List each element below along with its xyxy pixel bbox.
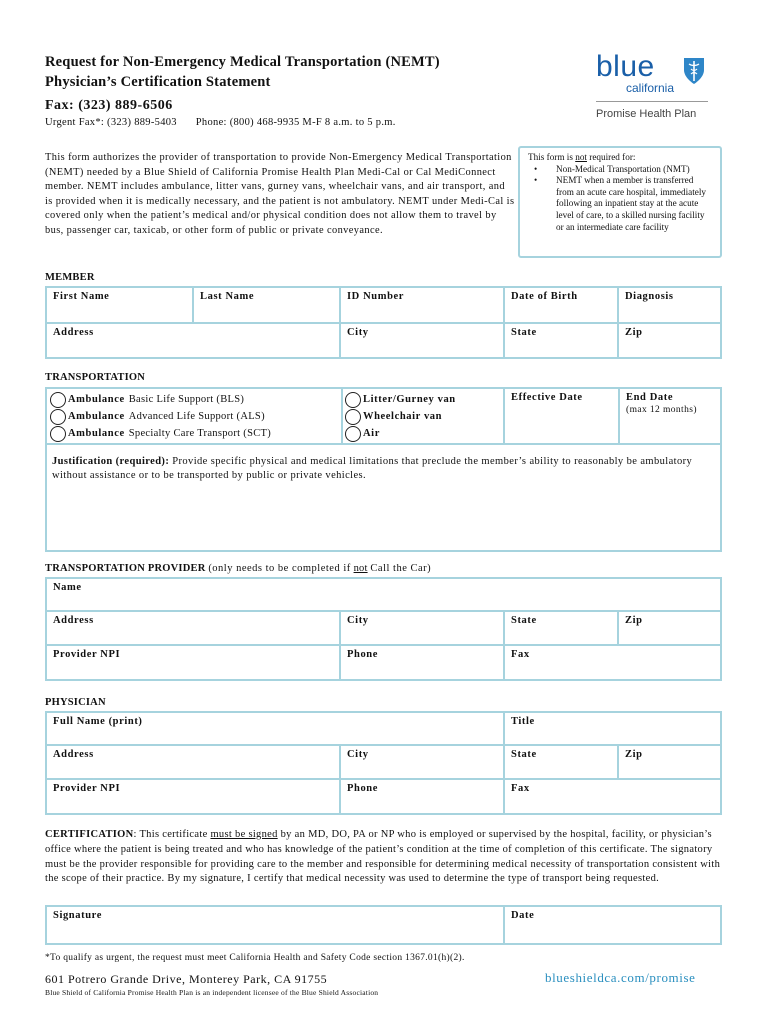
contact-line <box>45 117 412 128</box>
provider-phone-field[interactable] <box>340 645 504 680</box>
field-label: Full Name (print) <box>53 716 143 727</box>
field-note: (max 12 months) <box>626 405 697 415</box>
litter-gurney-van-option[interactable] <box>345 391 503 408</box>
physician-title-field[interactable] <box>504 712 721 745</box>
provider-table <box>45 577 722 681</box>
list-item: • Non-Medical Transportation (NMT) <box>532 164 712 176</box>
field-label: Provider NPI <box>53 649 121 660</box>
field-label: Provider NPI <box>53 783 121 794</box>
radio-circle-icon[interactable] <box>50 409 66 425</box>
option-text: Advanced Life Support (ALS) <box>128 411 265 422</box>
physician-npi-field[interactable] <box>46 779 340 814</box>
provider-zip-field[interactable] <box>618 611 721 645</box>
id-number-field[interactable] <box>340 287 504 323</box>
not-required-list <box>532 164 712 234</box>
radio-circle-icon[interactable] <box>345 426 361 442</box>
physician-zip-field[interactable] <box>618 745 721 779</box>
field-label: Effective Date <box>511 392 583 403</box>
provider-section-label <box>45 563 431 574</box>
justification-field[interactable] <box>47 443 720 550</box>
radio-circle-icon[interactable] <box>345 392 361 408</box>
option-bold: Wheelchair van <box>363 411 443 422</box>
diagnosis-field[interactable] <box>618 287 721 323</box>
provider-note: (only needs to be completed if <box>208 563 351 574</box>
signature-field[interactable] <box>46 906 504 944</box>
vehicle-options <box>343 389 505 443</box>
form-title <box>45 52 440 92</box>
ambulance-als-option[interactable] <box>50 408 341 425</box>
field-label: Phone <box>347 783 379 794</box>
physician-city-field[interactable] <box>340 745 504 779</box>
first-name-field[interactable] <box>46 287 193 323</box>
footer-address: 601 Potrero Grande Drive, Monterey Park, CA 91755 <box>45 972 328 986</box>
option-bold: Ambulance <box>68 428 125 439</box>
ambulance-bls-option[interactable] <box>50 391 341 408</box>
field-label: City <box>347 749 369 760</box>
urgent-footnote: *To qualify as urgent, the request must meet California Health and Safety Code section 1367.01(h)(2). <box>45 953 465 963</box>
member-section-label: MEMBER <box>45 272 95 283</box>
date-of-birth-field[interactable] <box>504 287 618 323</box>
provider-label: TRANSPORTATION PROVIDER <box>45 563 206 574</box>
field-label: City <box>347 615 369 626</box>
field-label: Zip <box>625 327 643 338</box>
field-label: Last Name <box>200 291 255 302</box>
member-state-field[interactable] <box>504 323 618 358</box>
field-label: Address <box>53 327 94 338</box>
field-label: Zip <box>625 749 643 760</box>
member-table <box>45 286 722 359</box>
option-bold: Air <box>363 428 380 439</box>
radio-circle-icon[interactable] <box>345 409 361 425</box>
option-bold: Ambulance <box>68 394 125 405</box>
air-option[interactable] <box>345 425 503 442</box>
option-text: Basic Life Support (BLS) <box>128 394 245 405</box>
footer-url[interactable]: blueshieldca.com/promise <box>545 970 696 985</box>
effective-date-field[interactable] <box>505 389 620 443</box>
phone: Phone: (800) 468-9935 M-F 8 a.m. to 5 p.m. <box>195 117 396 128</box>
not-required-not: not <box>575 152 587 162</box>
transportation-box <box>45 387 722 552</box>
field-label: Address <box>53 615 94 626</box>
provider-npi-field[interactable] <box>46 645 340 680</box>
logo-blue-text: blue <box>596 50 655 83</box>
field-label: State <box>511 615 537 626</box>
field-label: Fax <box>511 783 530 794</box>
option-bold: Litter/Gurney van <box>363 394 456 405</box>
physician-fax-field[interactable] <box>504 779 721 814</box>
list-item: • NEMT when a member is transferred from an acute care hospital, immediately following an inpatient stay at the acute level of care, to a skilled nursing facility or an intermediate care facility <box>532 175 712 233</box>
physician-full-name-field[interactable] <box>46 712 504 745</box>
certification-text-post: by an MD, DO, PA or NP who is employed or supervised by the hospital, facility, or physician’s office where the patient is being treated and who has knowledge of the patient’s condition at the time of completion of this certificate. The signatory must be the provider responsible for providing care to the member and responsible for determining medical necessity of transportation consistent with the scope of their practice. By my signature, I certify that medical necessity was used to determine the type of transport being requested. <box>45 829 721 885</box>
title-line-2: Physician’s Certification Statement <box>45 74 271 90</box>
signature-date-field[interactable] <box>504 906 721 944</box>
provider-fax-field[interactable] <box>504 645 721 680</box>
ambulance-options <box>47 389 343 443</box>
wheelchair-van-option[interactable] <box>345 408 503 425</box>
footer-license: Blue Shield of California Promise Health Plan is an independent licensee of the Blue Shield Association <box>45 988 379 997</box>
provider-city-field[interactable] <box>340 611 504 645</box>
field-label: State <box>511 749 537 760</box>
certification-must-signed: must be signed <box>210 829 278 840</box>
logo-california-text: california <box>626 81 675 95</box>
physician-table <box>45 711 722 815</box>
field-label: ID Number <box>347 291 405 302</box>
not-required-lead: This form is <box>528 152 573 162</box>
not-required-tail: required for: <box>589 152 636 162</box>
field-label: Address <box>53 749 94 760</box>
field-label: Date <box>511 910 535 921</box>
field-label: Diagnosis <box>625 291 674 302</box>
field-label: Phone <box>347 649 379 660</box>
certification-label: CERTIFICATION <box>45 829 134 840</box>
field-label: End Date <box>626 392 674 403</box>
logo-tagline: Promise Health Plan <box>596 108 697 120</box>
physician-phone-field[interactable] <box>340 779 504 814</box>
field-label: Title <box>511 716 535 727</box>
radio-circle-icon[interactable] <box>50 426 66 442</box>
provider-address-field[interactable] <box>46 611 340 645</box>
signature-table <box>45 905 722 945</box>
option-text: Specialty Care Transport (SCT) <box>128 428 272 439</box>
title-line-1: Request for Non-Emergency Medical Transportation (NEMT) <box>45 54 440 70</box>
certification-text-pre: : This certificate <box>133 829 208 840</box>
field-label: City <box>347 327 369 338</box>
urgent-fax: Urgent Fax*: (323) 889-5403 <box>45 117 177 128</box>
intro-paragraph: This form authorizes the provider of transportation to provide Non-Emergency Medical Transportation (NEMT) needed by a Blue Shield of California Promise Health Plan Medi-Cal or Cal MediConnect member. NEMT includes ambulance, litter vans, gurney vans, wheelchair vans, and air transport, and is provided when it is medically necessary, and the patient is not ambulatory. NEMT under Medi-Cal is covered only when the patient’s medical and/or physical condition does not allow them to travel by bus, passenger car, taxicab, or other form of public or private conveyance. <box>45 152 515 236</box>
field-label: Date of Birth <box>511 291 578 302</box>
field-label: Fax <box>511 649 530 660</box>
certification-paragraph <box>45 828 725 887</box>
provider-name-field[interactable] <box>46 578 721 611</box>
field-label: First Name <box>53 291 110 302</box>
physician-section-label: PHYSICIAN <box>45 697 106 708</box>
radio-circle-icon[interactable] <box>50 392 66 408</box>
member-zip-field[interactable] <box>618 323 721 358</box>
not-required-box <box>518 146 722 258</box>
blue-shield-logo <box>596 52 726 120</box>
member-city-field[interactable] <box>340 323 504 358</box>
provider-state-field[interactable] <box>504 611 618 645</box>
member-address-field[interactable] <box>46 323 340 358</box>
physician-state-field[interactable] <box>504 745 618 779</box>
provider-note-not: not <box>353 563 368 574</box>
transportation-section-label: TRANSPORTATION <box>45 372 146 383</box>
end-date-field[interactable] <box>620 389 720 443</box>
not-required-heading <box>528 152 712 164</box>
logo-divider <box>596 101 708 102</box>
option-bold: Ambulance <box>68 411 125 422</box>
justification-label: Justification (required): <box>52 456 170 467</box>
fax-number: Fax: (323) 889-6506 <box>45 98 173 113</box>
justification-text: Provide specific physical and medical limitations that preclude the member’s ability to reasonably be ambulatory without assistance or to be transported by public or private vehicles. <box>52 456 693 481</box>
field-label: Name <box>53 582 82 593</box>
field-label: State <box>511 327 537 338</box>
provider-note-end: Call the Car) <box>370 563 432 574</box>
ambulance-sct-option[interactable] <box>50 425 341 442</box>
shield-caduceus-icon <box>682 56 706 86</box>
last-name-field[interactable] <box>193 287 340 323</box>
field-label: Signature <box>53 910 102 921</box>
field-label: Zip <box>625 615 643 626</box>
physician-address-field[interactable] <box>46 745 340 779</box>
